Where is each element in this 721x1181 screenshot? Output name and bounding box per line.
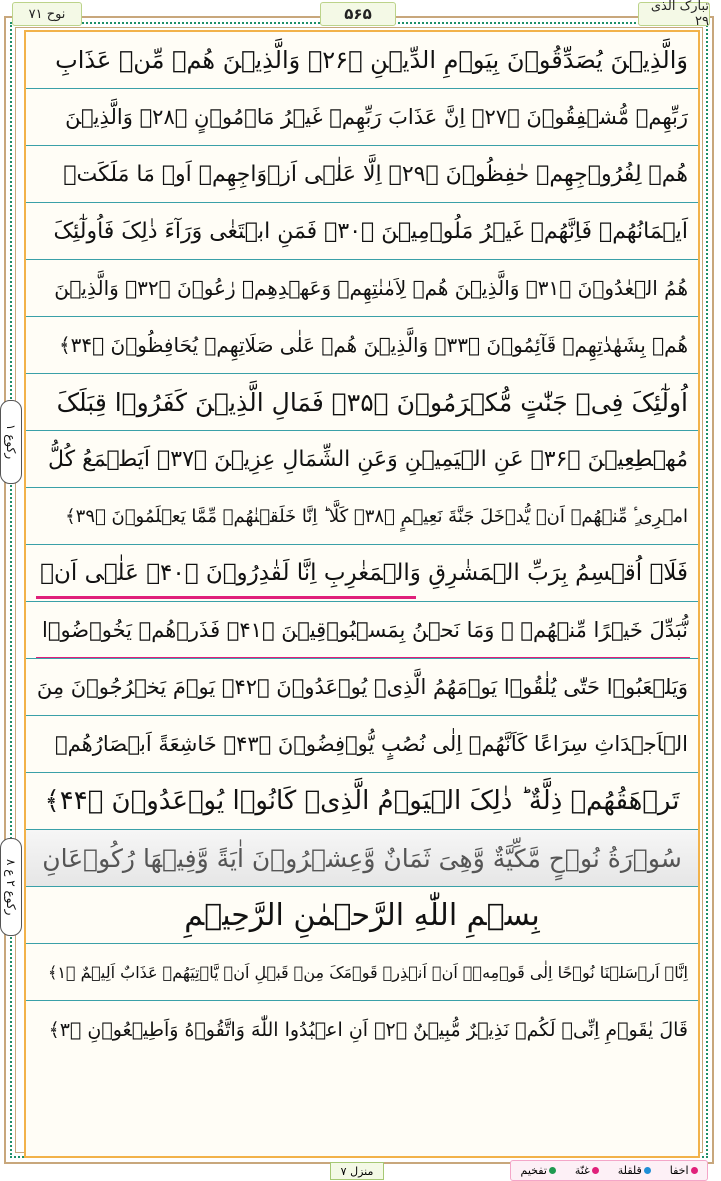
line-text: اُولٰٓئِکَ فِیۡ جَنّٰتٍ مُّکۡرَمُوۡنَ ﴿۳۵﴾ فَمَالِ الَّذِیۡنَ کَفَرُوۡا قِبَلَکَ [56,387,688,417]
line-text: امۡرِیٴٍ مِّنۡهُمۡ اَنۡ یُّدۡخَلَ جَنَّةَ نَعِیۡمٍ ﴿۳۸﴾ کَلَّا ؕ اِنَّا خَلَقۡنٰهُمۡ مِّمَّا یَعۡلَمُوۡنَ ﴿۳۹﴾ [65,505,688,527]
legend-item [670,1164,698,1177]
legend-label: قلقلة [617,1164,642,1177]
text-line [26,203,698,260]
text-line [26,89,698,146]
line-text: هُمۡ بِشَهٰدٰتِهِمۡ قَآئِمُوۡنَ ﴿۳۳﴾ وَالَّذِیۡنَ هُمۡ عَلٰی صَلَاتِهِمۡ یُحَافِظُوۡنَ ﴿۳۴﴾ [58,333,688,357]
text-line [26,773,698,830]
line-text: وَالَّذِیۡنَ یُصَدِّقُوۡنَ بِیَوۡمِ الدِّیۡنِ ﴿۲۶﴾ وَالَّذِیۡنَ هُمۡ مِّنۡ عَذَابِ [55,46,688,74]
ruku-badge-upper [0,400,22,484]
text-line [26,602,698,659]
line-text: مُهۡطِعِیۡنَ ﴿۳۶﴾ عَنِ الۡیَمِیۡنِ وَعَنِ الشِّمَالِ عِزِیۡنَ ﴿۳۷﴾ اَیَطۡمَعُ کُلُّ [48,446,688,472]
text-line [26,545,698,602]
tajweed-legend [510,1160,708,1181]
legend-dot [592,1167,599,1174]
text-line [26,716,698,773]
ruku-badge-lower [0,838,22,936]
line-text: وَیَلۡعَبُوۡا حَتّٰی یُلٰقُوۡا یَوۡمَهُمُ الَّذِیۡ یُوۡعَدُوۡنَ ﴿۴۲﴾ یَوۡمَ یَخۡرُجُوۡنَ مِنَ [36,675,688,699]
line-text: الۡاَجۡدَاثِ سِرَاعًا کَاَنَّهُمۡ اِلٰی نُصُبٍ یُّوۡفِضُوۡنَ ﴿۴۳﴾ خَاشِعَةً اَبۡصَارُهُمۡ [55,732,688,756]
text-line [26,260,698,317]
line-text: هُمُ الۡعٰدُوۡنَ ﴿۳۱﴾ وَالَّذِیۡنَ هُمۡ لِاَمٰنٰتِهِمۡ وَعَهۡدِهِمۡ رٰعُوۡنَ ﴿۳۲﴾ وَالَّذِیۡنَ [54,276,688,300]
surah-reference: نوح ۷۱ [12,2,82,26]
text-line [26,488,698,545]
text-line [26,944,698,1001]
line-text: اِنَّاۤ اَرۡسَلۡنَا نُوۡحًا اِلٰی قَوۡمِهٖۤ اَنۡ اَنۡذِرۡ قَوۡمَکَ مِنۡ قَبۡلِ اَنۡ یَّاۡتِیَهُمۡ عَذَابٌ اَلِیۡمٌ ﴿۱﴾ [48,962,688,982]
line-text: هُمۡ لِفُرُوۡجِهِمۡ حٰفِظُوۡنَ ﴿۲۹﴾ اِلَّا عَلٰۤی اَزۡوَاجِهِمۡ اَوۡ مَا مَلَکَتۡ [63,161,688,187]
juz-name: تبارک الذی ۲۹ [638,2,710,26]
legend-dot [644,1167,651,1174]
ruku-badge-lower-label: رکوع ۲ ع ۸ [4,858,18,916]
legend-label: غنّة [574,1164,590,1177]
surah-heading-text: سُوۡرَةُ نُوۡحٍ مَّکِّیَّةٌ وَّهِیَ ثَمَانٌ وَّعِشۡرُوۡنَ اٰیَةً وَّفِیۡهَا رُکُوۡعَانِ [42,843,682,873]
legend-label: تفخیم [520,1164,547,1177]
legend-item [618,1164,651,1177]
text-line [26,317,698,374]
bismillah-text: بِسۡمِ اللّٰهِ الرَّحۡمٰنِ الرَّحِیۡمِ [184,897,540,933]
bismillah [26,887,698,944]
legend-label: اخفا [669,1164,689,1177]
line-text: تَرۡهَقُهُمۡ ذِلَّةٌ ؕ ذٰلِکَ الۡیَوۡمُ الَّذِیۡ کَانُوۡا یُوۡعَدُوۡنَ ﴿۴۴﴾ [44,786,680,816]
line-text: رَبِّهِمۡ مُّشۡفِقُوۡنَ ﴿۲۷﴾ اِنَّ عَذَابَ رَبِّهِمۡ غَیۡرُ مَاۡمُوۡنٍ ﴿۲۸﴾ وَالَّذِیۡنَ [65,105,688,129]
text-line [26,1001,698,1058]
text-line [26,659,698,716]
line-text: قَالَ یٰقَوۡمِ اِنِّیۡ لَکُمۡ نَذِیۡرٌ مُّبِیۡنٌ ﴿۲﴾ اَنِ اعۡبُدُوا اللّٰهَ وَاتَّقُوۡهُ وَاَطِیۡعُوۡنِ ﴿۳﴾ [48,1018,688,1041]
legend-dot [549,1167,556,1174]
line-text: نُّبَدِّلَ خَیۡرًا مِّنۡهُمۡ ۙ وَمَا نَحۡنُ بِمَسۡبُوۡقِیۡنَ ﴿۴۱﴾ فَذَرۡهُمۡ یَخُوۡضُوۡا [42,618,688,642]
line-text: فَلَاۤ اُقۡسِمُ بِرَبِّ الۡمَشٰرِقِ وَالۡمَغٰرِبِ اِنَّا لَقٰدِرُوۡنَ ﴿۴۰﴾ عَلٰۤی اَنۡ [40,560,688,586]
text-line [26,146,698,203]
text-line [26,431,698,488]
page-number: ۵۶۵ [320,2,396,26]
line-text: اَیۡمَانُهُمۡ فَاِنَّهُمۡ غَیۡرُ مَلُوۡمِیۡنَ ﴿۳۰﴾ فَمَنِ ابۡتَغٰی وَرَآءَ ذٰلِکَ فَاُولٰٓئِکَ [53,218,688,244]
legend-item [575,1164,599,1177]
surah-heading [26,830,698,887]
legend-item [521,1164,556,1177]
text-line [26,374,698,431]
text-line [26,32,698,89]
ruku-badge-upper-label: رکوع ۱ [4,424,18,460]
manzil-label: منزل ۷ [330,1162,384,1180]
text-panel [24,30,700,1158]
legend-dot [691,1167,698,1174]
